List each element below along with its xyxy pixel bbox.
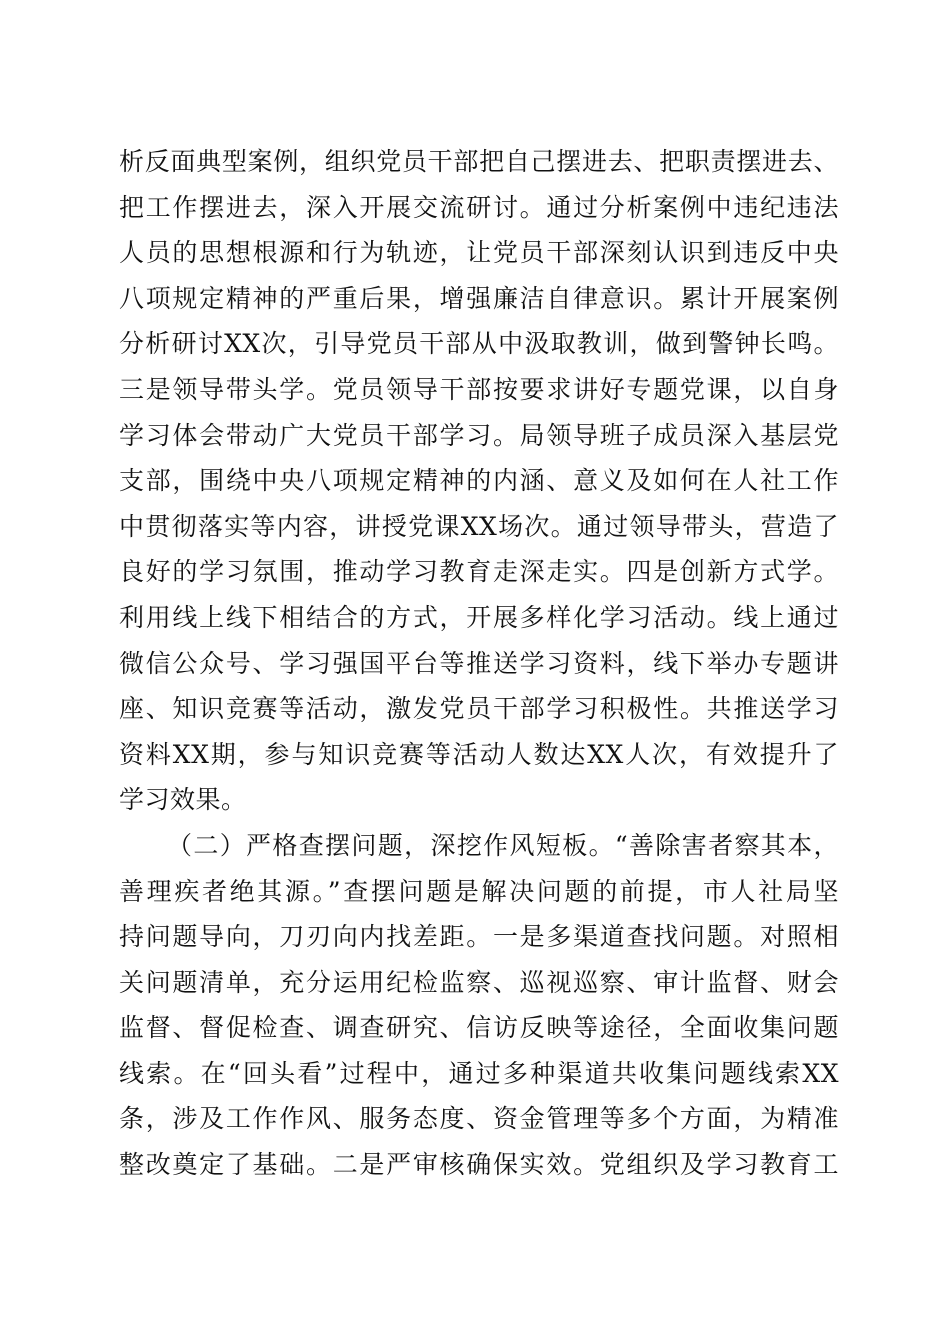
text-line: 中贯彻落实等内容，讲授党课XX场次。通过领导带头，营造了 xyxy=(119,511,839,541)
text-line: 整改奠定了基础。二是严审核确保实效。党组织及学习教育工 xyxy=(119,1150,839,1180)
text-line: 支部，围绕中央八项规定精神的内涵、意义及如何在人社工作 xyxy=(119,466,839,496)
text-line: 监督、督促检查、调查研究、信访反映等途径，全面收集问题 xyxy=(119,1013,839,1043)
text-line: 人员的思想根源和行为轨迹，让党员干部深刻认识到违反中央 xyxy=(119,238,839,268)
text-line: 把工作摆进去，深入开展交流研讨。通过分析案例中违纪违法 xyxy=(119,192,839,222)
text-line: 析反面典型案例，组织党员干部把自己摆进去、把职责摆进去、 xyxy=(119,147,839,176)
body-text xyxy=(119,139,839,1188)
text-line: 学习体会带动广大党员干部学习。局领导班子成员深入基层党 xyxy=(119,420,839,450)
text-line: 微信公众号、学习强国平台等推送学习资料，线下举办专题讲 xyxy=(119,648,839,678)
text-line: 分析研讨XX次，引导党员干部从中汲取教训，做到警钟长鸣。 xyxy=(119,329,839,359)
text-line: 条，涉及工作作风、服务态度、资金管理等多个方面，为精准 xyxy=(119,1104,839,1134)
text-line: 八项规定精神的严重后果，增强廉洁自律意识。累计开展案例 xyxy=(119,283,839,313)
text-line: 利用线上线下相结合的方式，开展多样化学习活动。线上通过 xyxy=(119,602,839,632)
text-line: 学习效果。 xyxy=(119,785,247,815)
text-line: 良好的学习氛围，推动学习教育走深走实。四是创新方式学。 xyxy=(119,557,839,587)
text-line: 关问题清单，充分运用纪检监察、巡视巡察、审计监督、财会 xyxy=(119,967,839,997)
text-line: 善理疾者绝其源。”查摆问题是解决问题的前提，市人社局坚 xyxy=(119,876,839,906)
text-line: 资料XX期，参与知识竞赛等活动人数达XX人次，有效提升了 xyxy=(119,739,839,769)
text-line: 持问题导向，刀刃向内找差距。一是多渠道查找问题。对照相 xyxy=(119,922,839,952)
text-line: 线索。在“回头看”过程中，通过多种渠道共收集问题线索XX xyxy=(119,1058,839,1088)
text-line: 座、知识竞赛等活动，激发党员干部学习积极性。共推送学习 xyxy=(119,694,839,724)
section-heading-line: （二）严格查摆问题，深挖作风短板。“善除害者察其本， xyxy=(167,830,839,860)
text-line: 三是领导带头学。党员领导干部按要求讲好专题党课，以自身 xyxy=(119,374,839,404)
